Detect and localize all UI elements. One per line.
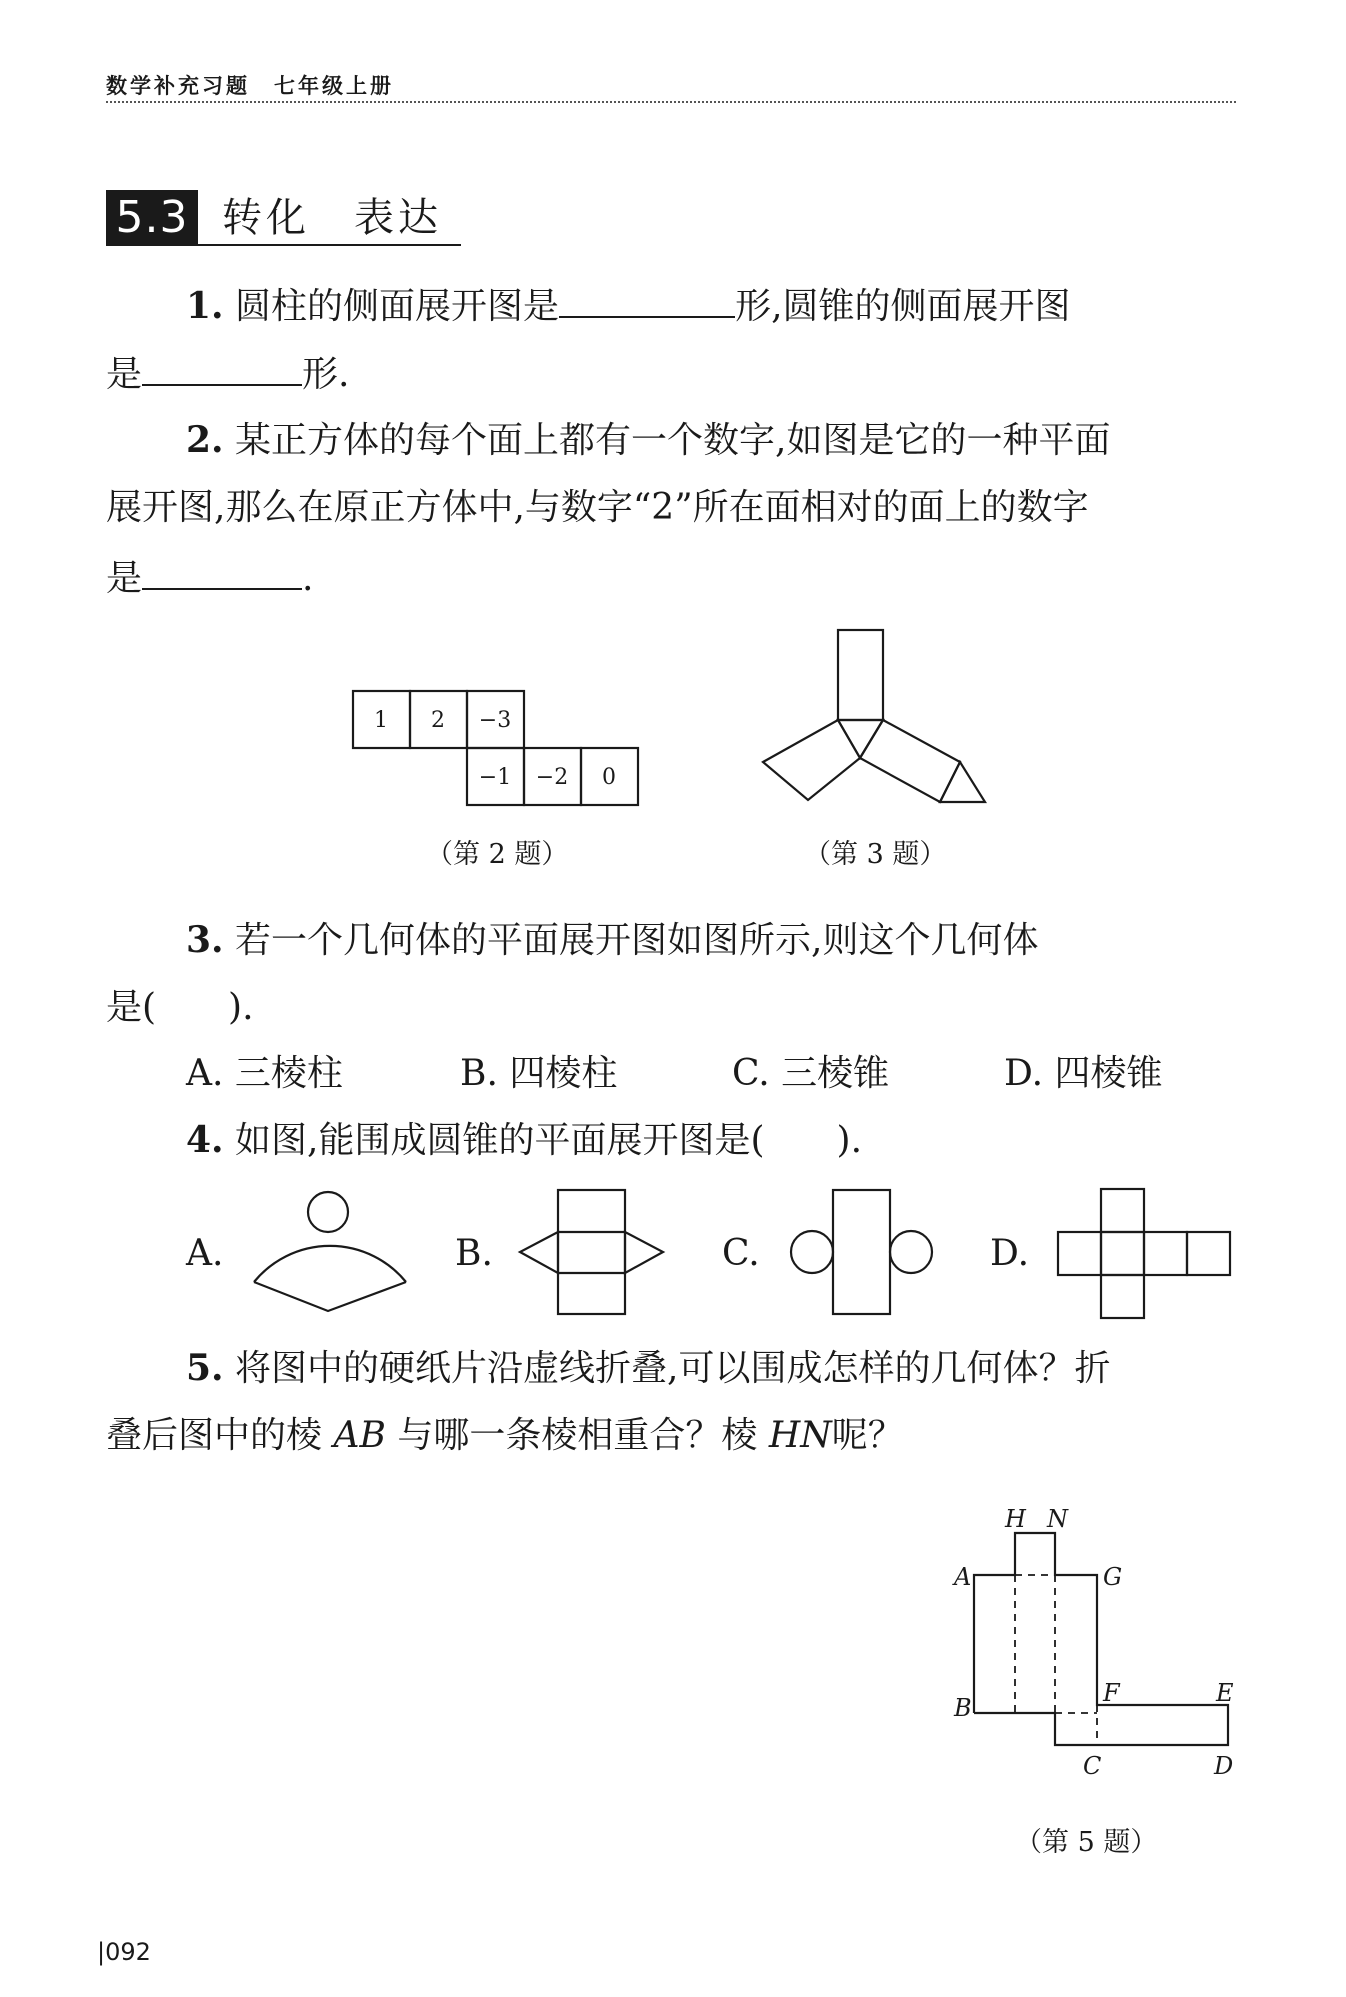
net-number-1: 1 — [374, 708, 388, 733]
label-b: B — [954, 1694, 972, 1722]
net-number-6: 0 — [602, 765, 616, 790]
q3-option-b[interactable]: B. 四棱柱 — [460, 1053, 618, 1094]
page-number-value: 092 — [105, 1938, 151, 1966]
option-a-cone-net — [254, 1192, 406, 1311]
figure-2-caption: （第 2 题） — [426, 839, 569, 870]
q1-number: 1. — [186, 285, 224, 327]
q5-text-2: 叠后图中的棱 — [106, 1415, 323, 1456]
section-number: 5.3 — [106, 190, 198, 246]
label-c: C — [1083, 1752, 1102, 1780]
net-number-4: −1 — [478, 765, 512, 790]
q4-number: 4. — [186, 1119, 224, 1161]
figure-5-caption: （第 5 题） — [1015, 1827, 1158, 1858]
section-title: 转化 表达 — [222, 195, 442, 241]
q3-option-c[interactable]: C. 三棱锥 — [732, 1053, 890, 1094]
figure-3-caption: （第 3 题） — [804, 839, 947, 870]
q2-line2: 展开图,那么在原正方体中,与数字“2”所在面相对的面上的数字 — [106, 487, 1089, 528]
q4-option-a[interactable]: A. — [186, 1233, 224, 1274]
net-number-2: 2 — [431, 708, 445, 733]
q1-text-a: 圆柱的侧面展开图是 — [235, 286, 560, 327]
q2-text-4: . — [302, 558, 314, 599]
q4-option-d[interactable]: D. — [990, 1233, 1030, 1274]
q5-edge-ab: AB — [333, 1415, 386, 1456]
q3-line2: 是( ). — [106, 987, 254, 1028]
q3-number: 3. — [186, 919, 224, 961]
label-f: F — [1103, 1679, 1120, 1707]
q2-number: 2. — [186, 419, 224, 461]
net-number-3: −3 — [478, 708, 512, 733]
q5-text-3: 与哪一条棱相重合？棱 — [397, 1415, 758, 1456]
q4-text: 如图,能围成圆锥的平面展开图是( ). — [235, 1120, 863, 1161]
q1-text-d: 形. — [302, 354, 350, 395]
q5-line1 — [186, 1346, 1111, 1391]
q5-line2 — [106, 1414, 904, 1458]
q3-line1 — [186, 918, 1039, 963]
label-h: H — [1005, 1505, 1026, 1533]
option-b-net — [520, 1190, 663, 1314]
label-d: D — [1214, 1752, 1234, 1780]
q5-text-1: 将图中的硬纸片沿虚线折叠,可以围成怎样的几何体？折 — [235, 1348, 1111, 1389]
q2-text-3: 是 — [106, 558, 143, 599]
label-a: A — [954, 1563, 972, 1591]
q1-text-c: 是 — [106, 354, 143, 395]
q3-option-d[interactable]: D. 四棱锥 — [1004, 1053, 1163, 1094]
q1-text-b: 形,圆锥的侧面展开图 — [735, 286, 1071, 327]
label-n: N — [1047, 1505, 1068, 1533]
label-g: G — [1103, 1563, 1123, 1591]
q5-text-4: 呢？ — [831, 1415, 904, 1456]
q4-option-b[interactable]: B. — [455, 1233, 493, 1274]
figure-3-prism-net — [763, 630, 985, 802]
option-d-net — [1058, 1189, 1230, 1318]
page-number: |092 — [97, 1938, 151, 1966]
q3-option-a[interactable]: A. 三棱柱 — [186, 1053, 343, 1094]
figure-5-net — [974, 1533, 1228, 1745]
q3-text-1: 若一个几何体的平面展开图如图所示,则这个几何体 — [235, 920, 1039, 961]
q5-number: 5. — [186, 1347, 224, 1389]
running-header: 数学补充习题 七年级上册 — [106, 74, 394, 98]
q5-edge-hn: HN — [768, 1415, 832, 1456]
option-c-net — [791, 1190, 932, 1314]
q4-line1 — [186, 1118, 862, 1163]
q2-text-1: 某正方体的每个面上都有一个数字,如图是它的一种平面 — [235, 420, 1111, 461]
label-e: E — [1216, 1679, 1234, 1707]
net-number-5: −2 — [535, 765, 569, 790]
q4-option-c[interactable]: C. — [722, 1233, 760, 1274]
